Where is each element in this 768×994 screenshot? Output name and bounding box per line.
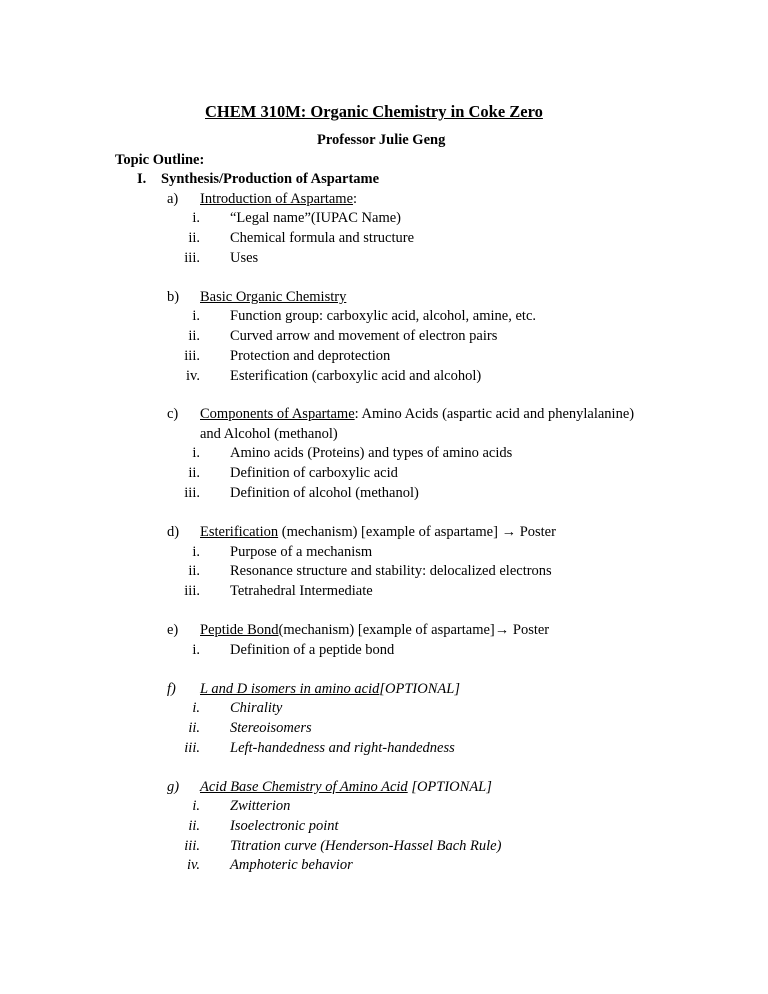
subsection-d-letter: d) [167,524,180,540]
subsection-f-title: L and D isomers in amino acid [200,681,380,697]
poster-label: Poster [509,622,550,638]
list-number: i. [192,445,200,461]
list-number: i. [192,210,200,226]
list-item: Resonance structure and stability: delocalized electrons [230,563,552,579]
list-item: Amino acids (Proteins) and types of amino acids [230,445,513,461]
list-number: iv. [186,857,200,873]
subsection-g-letter: g) [167,779,180,795]
list-number: ii. [188,563,200,579]
list-number: ii. [188,818,200,834]
poster-label: Poster [516,524,556,540]
list-item: Left-handedness and right-handedness [230,740,455,756]
list-number: iii. [184,838,200,854]
list-item: Tetrahedral Intermediate [230,583,373,599]
list-item: Purpose of a mechanism [230,544,373,560]
list-number: iii. [184,348,200,364]
list-number: iii. [184,740,200,756]
section-title: Synthesis/Production of Aspartame [161,171,380,187]
subsection-c-desc: : Amino Acids (aspartic acid and phenylalanine) [354,406,635,422]
subsection-d-heading [200,525,556,540]
subsection-f-letter: f) [167,681,176,697]
list-number: i. [192,642,200,658]
subsection-g-heading [200,780,492,795]
subsection-e-title: Peptide Bond [200,622,279,638]
list-item: Function group: carboxylic acid, alcohol, amine, etc. [230,308,537,324]
subsection-d-desc: (mechanism) [example of aspartame] [278,524,502,540]
list-item: Amphoteric behavior [230,857,353,873]
list-item: Uses [230,250,259,266]
list-item: Esterification (carboxylic acid and alcohol) [230,368,482,384]
professor-name: Professor Julie Geng [317,132,446,148]
subsection-f-heading [200,682,460,697]
list-item: Chirality [230,700,283,716]
subsection-c-desc-cont: and Alcohol (methanol) [200,426,338,442]
subsection-a-letter: a) [167,191,179,207]
list-item: Titration curve (Henderson-Hassel Bach Rule) [230,838,502,854]
list-item: Definition of alcohol (methanol) [230,485,419,501]
subsection-b-letter: b) [167,289,180,305]
subsection-e-letter: e) [167,622,179,638]
list-item: Curved arrow and movement of electron pairs [230,328,498,344]
subsection-e-heading [200,623,549,638]
list-item: Stereoisomers [230,720,312,736]
subsection-d-title: Esterification [200,524,279,540]
outline-label: Topic Outline: [115,152,205,168]
list-item: Isoelectronic point [230,818,339,834]
list-item: Protection and deprotection [230,348,391,364]
subsection-c-letter: c) [167,406,179,422]
subsection-c-title: Components of Aspartame [200,406,355,422]
right-arrow-icon: → [494,622,510,638]
subsection-a-heading [200,192,357,207]
list-item: Zwitterion [230,798,291,814]
list-number: iv. [186,368,200,384]
subsection-b-title: Basic Organic Chemistry [200,289,347,305]
section-numeral: I. [137,171,147,187]
list-item: Chemical formula and structure [230,230,415,246]
subsection-c-heading [200,407,634,422]
list-number: iii. [184,485,200,501]
list-number: i. [192,798,200,814]
right-arrow-icon: → [501,524,517,540]
list-number: i. [192,700,200,716]
list-item: “Legal name”(IUPAC Name) [230,210,401,226]
list-number: ii. [188,465,200,481]
list-number: ii. [188,230,200,246]
subsection-a-colon: : [353,191,358,207]
subsection-e-desc: (mechanism) [example of aspartame] [278,622,495,638]
list-number: ii. [188,328,200,344]
list-number: i. [192,544,200,560]
list-item: Definition of a peptide bond [230,642,395,658]
list-number: i. [192,308,200,324]
list-number: ii. [188,720,200,736]
optional-tag: [OPTIONAL] [407,779,492,795]
list-item: Definition of carboxylic acid [230,465,398,481]
subsection-a-title: Introduction of Aspartame [200,191,354,207]
list-number: iii. [184,583,200,599]
subsection-g-title: Acid Base Chemistry of Amino Acid [200,779,408,795]
document-title: CHEM 310M: Organic Chemistry in Coke Zero [205,102,543,121]
optional-tag: [OPTIONAL] [379,681,460,697]
list-number: iii. [184,250,200,266]
